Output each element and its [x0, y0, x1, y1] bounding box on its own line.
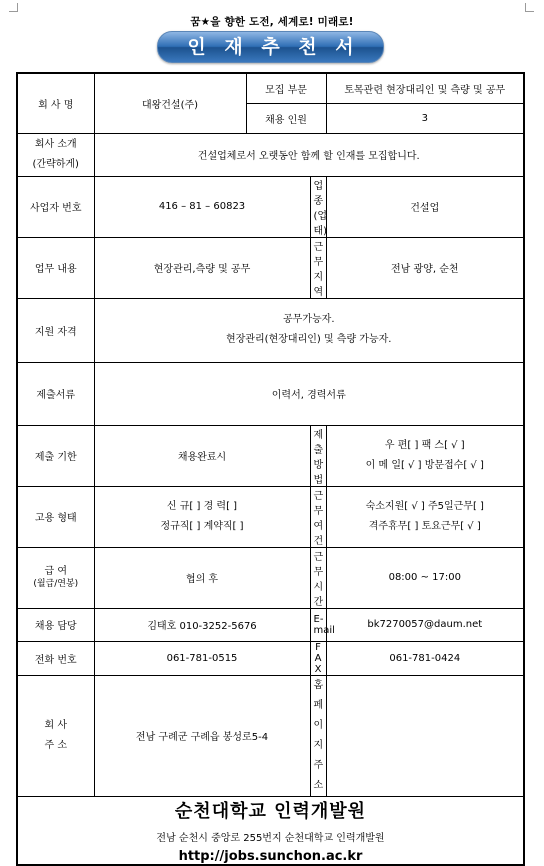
slogan: 꿈★을 향한 도전, 세계로! 미래로! [190, 16, 354, 28]
address-label-line2: 주 소 [44, 739, 67, 751]
deadline-value: 채용완료시 [94, 425, 310, 486]
employment-line1: 신 규[ ] 경 력[ ] [166, 500, 238, 512]
documents-value: 이력서, 경력서류 [94, 362, 524, 425]
intro-label [17, 133, 94, 176]
fax-value: 061-781-0424 [326, 641, 524, 675]
email-label: E-mail [310, 608, 326, 641]
deadline-label: 제출 기한 [17, 425, 94, 486]
institution-url: http://jobs.sunchon.ac.kr [178, 848, 363, 864]
method-line2: 이 메 일[ √ ] 방문접수[ √ ] [365, 459, 484, 471]
headcount-value: 3 [326, 103, 524, 133]
location-value: 전남 광양, 순천 [326, 237, 524, 298]
bizno-value: 416 – 81 – 60823 [94, 176, 310, 237]
conditions-label: 근무 여건 [310, 486, 326, 547]
email-value: bk7270057@daum.net [326, 608, 524, 641]
method-value [326, 425, 524, 486]
hours-value: 08:00 ~ 17:00 [326, 547, 524, 608]
method-line1: 우 편[ ] 팩 스[ √ ] [384, 439, 465, 451]
contact-label: 채용 담당 [17, 608, 94, 641]
industry-label: 업종(업태) [310, 176, 326, 237]
row-duty [17, 237, 524, 298]
recruit-dept-label: 모집 부문 [246, 73, 326, 103]
fax-label: F A X [310, 641, 326, 675]
headcount-label: 채용 인원 [246, 103, 326, 133]
row-contact [17, 608, 524, 641]
location-label: 근무지역 [310, 237, 326, 298]
industry-value: 건설업 [326, 176, 524, 237]
intro-value: 건설업체로서 오랫동안 함께 할 인재를 모집합니다. [94, 133, 524, 176]
method-label: 제출 방법 [310, 425, 326, 486]
footer [17, 796, 524, 865]
row-salary [17, 547, 524, 608]
row-address [17, 675, 524, 796]
qualification-line1: 공무가능자. [283, 314, 335, 325]
phone-label: 전화 번호 [17, 641, 94, 675]
page-title: 인 재 추 천 서 [187, 36, 360, 58]
homepage-label-line1: 홈페이지 [313, 679, 324, 751]
intro-label-line1: 회사 소개 [34, 138, 77, 150]
homepage-label-line2: 주 소 [313, 759, 324, 791]
homepage-value [326, 675, 524, 796]
bizno-label: 사업자 번호 [17, 176, 94, 237]
institution-name: 순천대학교 인력개발원 [174, 800, 367, 822]
employment-line2: 정규직[ ] 계약직[ ] [160, 520, 244, 532]
qualification-label: 지원 자격 [17, 298, 94, 362]
row-footer [17, 796, 524, 865]
hours-label: 근무 시간 [310, 547, 326, 608]
duty-value: 현장관리,측량 및 공무 [94, 237, 310, 298]
qualification-value [94, 298, 524, 362]
address-label-line1: 회 사 [44, 719, 67, 731]
row-employment [17, 486, 524, 547]
salary-label-line1: 급 여 [44, 566, 67, 577]
company-name-label: 회 사 명 [17, 73, 94, 133]
documents-label: 제출서류 [17, 362, 94, 425]
company-name-value: 대왕건설(주) [94, 73, 246, 133]
duty-label: 업무 내용 [17, 237, 94, 298]
employment-label: 고용 형태 [17, 486, 94, 547]
row-bizno [17, 176, 524, 237]
conditions-line1: 숙소지원[ √ ] 주5일근무[ ] [365, 500, 484, 512]
address-label [17, 675, 94, 796]
row-deadline [17, 425, 524, 486]
recommendation-form [16, 72, 525, 866]
salary-label-line2: (월급/연봉) [33, 579, 79, 589]
row-qualification [17, 298, 524, 362]
row-company [17, 73, 524, 103]
page-corner-mark-left [9, 3, 18, 12]
row-phone [17, 641, 524, 675]
row-documents [17, 362, 524, 425]
page-corner-mark-right [525, 3, 534, 12]
phone-value: 061-781-0515 [94, 641, 310, 675]
homepage-label [310, 675, 326, 796]
institution-address: 전남 순천시 중앙로 255번지 순천대학교 인력개발원 [156, 832, 385, 844]
row-intro [17, 133, 524, 176]
contact-value: 김태호 010-3252-5676 [94, 608, 310, 641]
intro-label-line2: (간략하게) [32, 158, 79, 170]
title-banner [157, 31, 384, 63]
salary-label [17, 547, 94, 608]
conditions-line2: 격주휴무[ ] 토요근무[ √ ] [368, 520, 481, 532]
conditions-value [326, 486, 524, 547]
recruit-dept-value: 토목관련 현장대리인 및 측량 및 공무 [326, 73, 524, 103]
address-value: 전남 구례군 구례읍 봉성로5-4 [94, 675, 310, 796]
employment-value [94, 486, 310, 547]
qualification-line2: 현장관리(현장대리인) 및 측량 가능자. [226, 334, 392, 345]
salary-value: 협의 후 [94, 547, 310, 608]
